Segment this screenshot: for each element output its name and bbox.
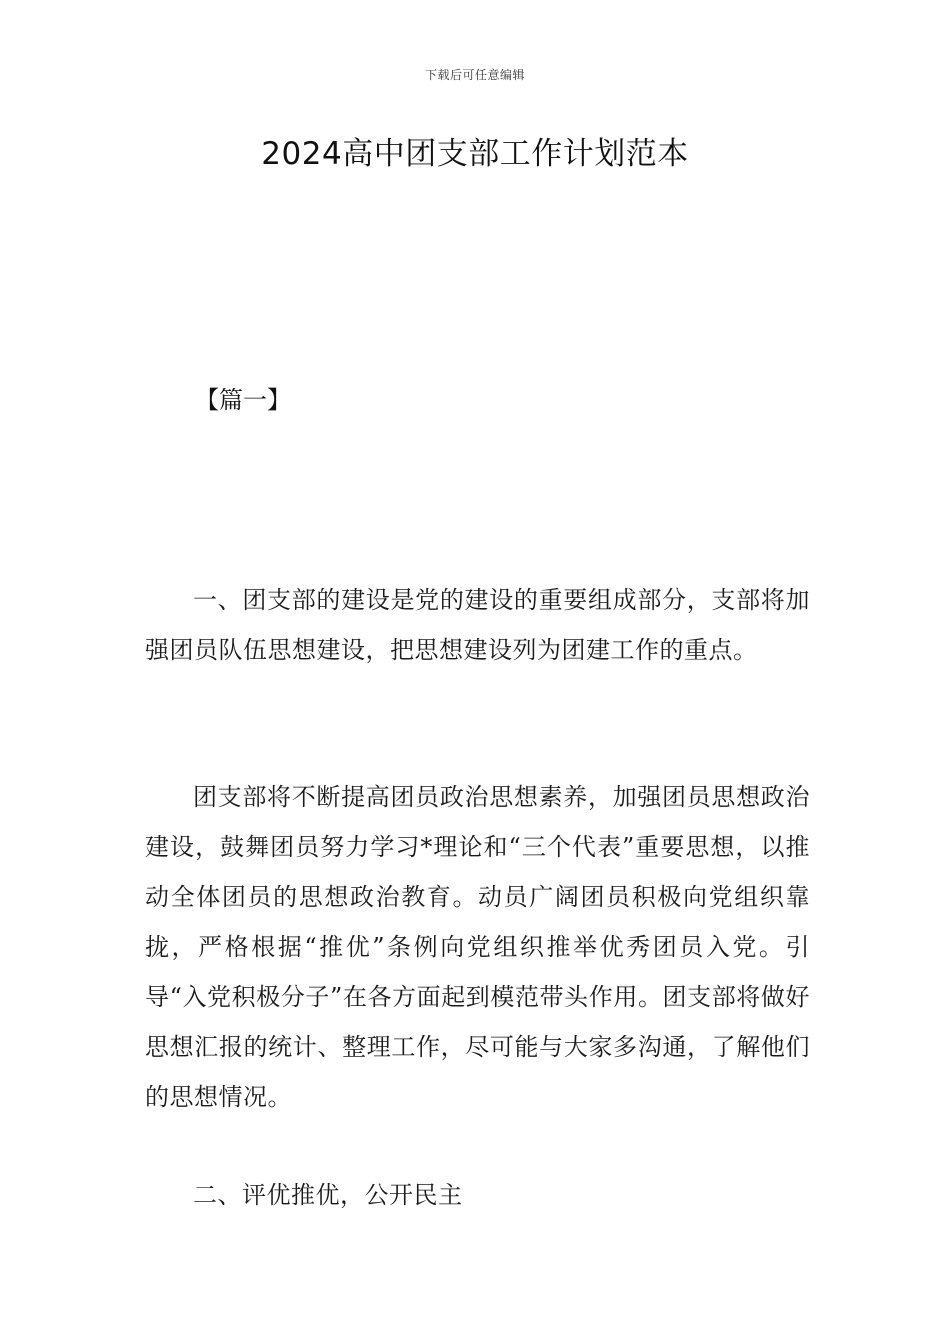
document-title: 2024高中团支部工作计划范本	[261, 136, 689, 172]
paragraph-2: 团支部将不断提高团员政治思想素养，加强团员思想政治建设，鼓舞团员努力学习*理论和“三个代表”重要思想，以推动全体团员的思想政治教育。动员广阔团员积极向党组织靠拢，严格根据“推优”条例向党组织推举优秀团员入党。引导“入党积极分子”在各方面起到模范带头作用。团支部将做好思想汇报的统计、整理工作，尽可能与大家多沟通，了解他们的思想情况。	[145, 783, 810, 1111]
section-label: 【篇一】	[195, 386, 291, 414]
paragraph-1: 一、团支部的建设是党的建设的重要组成部分，支部将加强团员队伍思想建设，把思想建设列为团建工作的重点。	[145, 586, 810, 664]
header-note: 下载后可任意编辑	[424, 68, 525, 82]
paragraph-3: 二、评优推优，公开民主	[193, 1181, 463, 1209]
